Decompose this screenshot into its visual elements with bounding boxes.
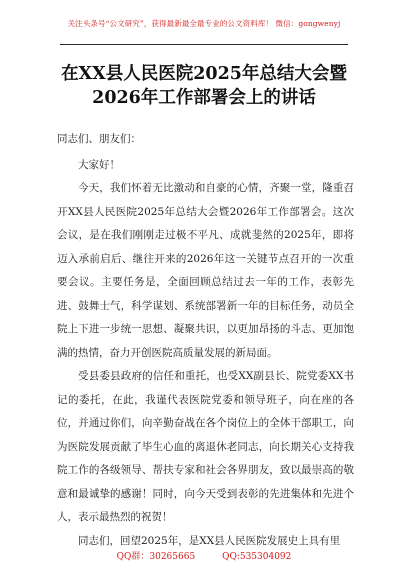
paragraph-2: 受县委县政府的信任和重托，也受XX副县长、院党委XX书记的委托，在此，我谨代表医院党委和领导班子，向在座的各位，并通过你们，向辛勤奋战在各个岗位上的全体干部职工，向为医院发展贡献了毕生心血的离退休老同志，向长期关心支持我院工作的各级领导、帮扶专家和社会各界朋友，致以最崇高的敬意和最诚挚的感谢！同时，向今天受到表彰的先进集体和先进个人，表示最热烈的祝贺！ xyxy=(57,370,354,523)
title-line-2: 2026年工作部署会上的讲话 xyxy=(92,88,316,108)
title-line-1: 在XX县人民医院2025年总结大会暨 xyxy=(61,64,347,84)
salutation: 同志们、朋友们： xyxy=(57,133,141,145)
document-body xyxy=(57,128,354,553)
footer-qq: QQ:535304092 xyxy=(222,552,292,562)
document-title xyxy=(0,62,408,110)
paragraph-1: 今天，我们怀着无比激动和自豪的心情，齐聚一堂，隆重召开XX县人民医院2025年总结大会暨2026年工作部署会。这次会议，是在我们刚刚走过极不平凡、成就斐然的2025年，即将迈入承前启后、继往开来的2026年这一关键节点召开的一次重要会议。主要任务是，全面回顾总结过去一年的工作，表彰先进、鼓舞士气，科学谋划、系统部署新一年的目标任务，动员全院上下进一步统一思想、凝聚共识，以更加昂扬的斗志、更加饱满的热情，奋力开创医院高质量发展的新局面。 xyxy=(57,182,354,359)
greeting: 大家好！ xyxy=(78,158,120,171)
footer-qq-group: QQ群：30265665 xyxy=(116,552,196,562)
paragraph-3: 同志们，回望2025年，是XX县人民医院发展史上具有里 xyxy=(78,534,341,547)
header-note: 关注头条号“公文研究”，获得最新最全最专业的公文资料库！ 微信：gongwenyj xyxy=(67,19,341,28)
footer-contacts xyxy=(0,549,408,562)
header-divider xyxy=(60,44,348,45)
